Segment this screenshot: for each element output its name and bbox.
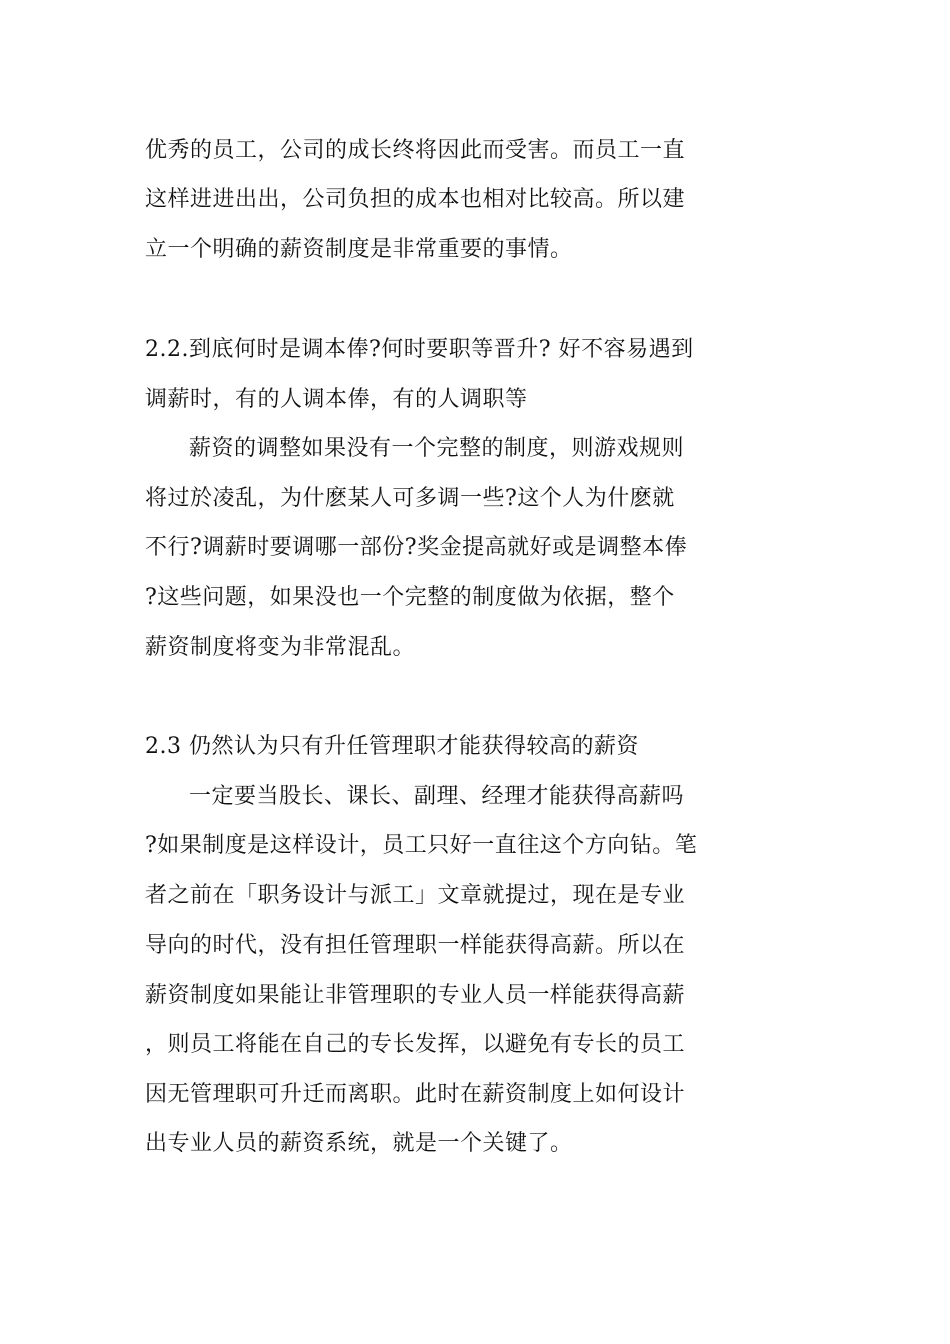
section-heading: 2.2.到底何时是调本俸?何时要职等晋升? 好不容易遇到 <box>145 337 694 362</box>
paragraph-line: 不行?调薪时要调哪一部份?奖金提高就好或是调整本俸 <box>145 535 688 560</box>
section-heading: 2.3 仍然认为只有升任管理职才能获得较高的薪资 <box>145 734 639 759</box>
paragraph-line: 优秀的员工，公司的成长终将因此而受害。而员工一直 <box>145 138 686 163</box>
paragraph-line: 这样进进出出，公司负担的成本也相对比较高。所以建 <box>145 187 686 212</box>
paragraph-line: 出专业人员的薪资系统，就是一个关键了。 <box>145 1131 573 1156</box>
paragraph-line: 薪资的调整如果没有一个完整的制度，则游戏规则 <box>189 436 685 461</box>
paragraph-line: 薪资制度将变为非常混乱。 <box>145 635 416 660</box>
paragraph-line: 立一个明确的薪资制度是非常重要的事情。 <box>145 237 573 262</box>
paragraph-line: ?这些问题，如果没也一个完整的制度做为依据，整个 <box>145 585 675 610</box>
paragraph-line: 将过於凌乱，为什麽某人可多调一些?这个人为什麽就 <box>145 486 675 511</box>
paragraph-line: 导向的时代，没有担任管理职一样能获得高薪。所以在 <box>145 933 686 958</box>
paragraph-line: 者之前在「职务设计与派工」文章就提过，现在是专业 <box>145 883 686 908</box>
paragraph-line: 一定要当股长、课长、副理、经理才能获得高薪吗 <box>189 784 685 809</box>
paragraph-line: ，则员工将能在自己的专长发挥，以避免有专长的员工 <box>145 1032 686 1057</box>
paragraph-line: ?如果制度是这样设计，员工只好一直往这个方向钻。笔 <box>145 833 698 858</box>
section-heading: 调薪时，有的人调本俸，有的人调职等 <box>145 387 528 412</box>
paragraph-line: 因无管理职可升迁而离职。此时在薪资制度上如何设计 <box>145 1082 686 1107</box>
paragraph-line: 薪资制度如果能让非管理职的专业人员一样能获得高薪 <box>145 983 686 1008</box>
